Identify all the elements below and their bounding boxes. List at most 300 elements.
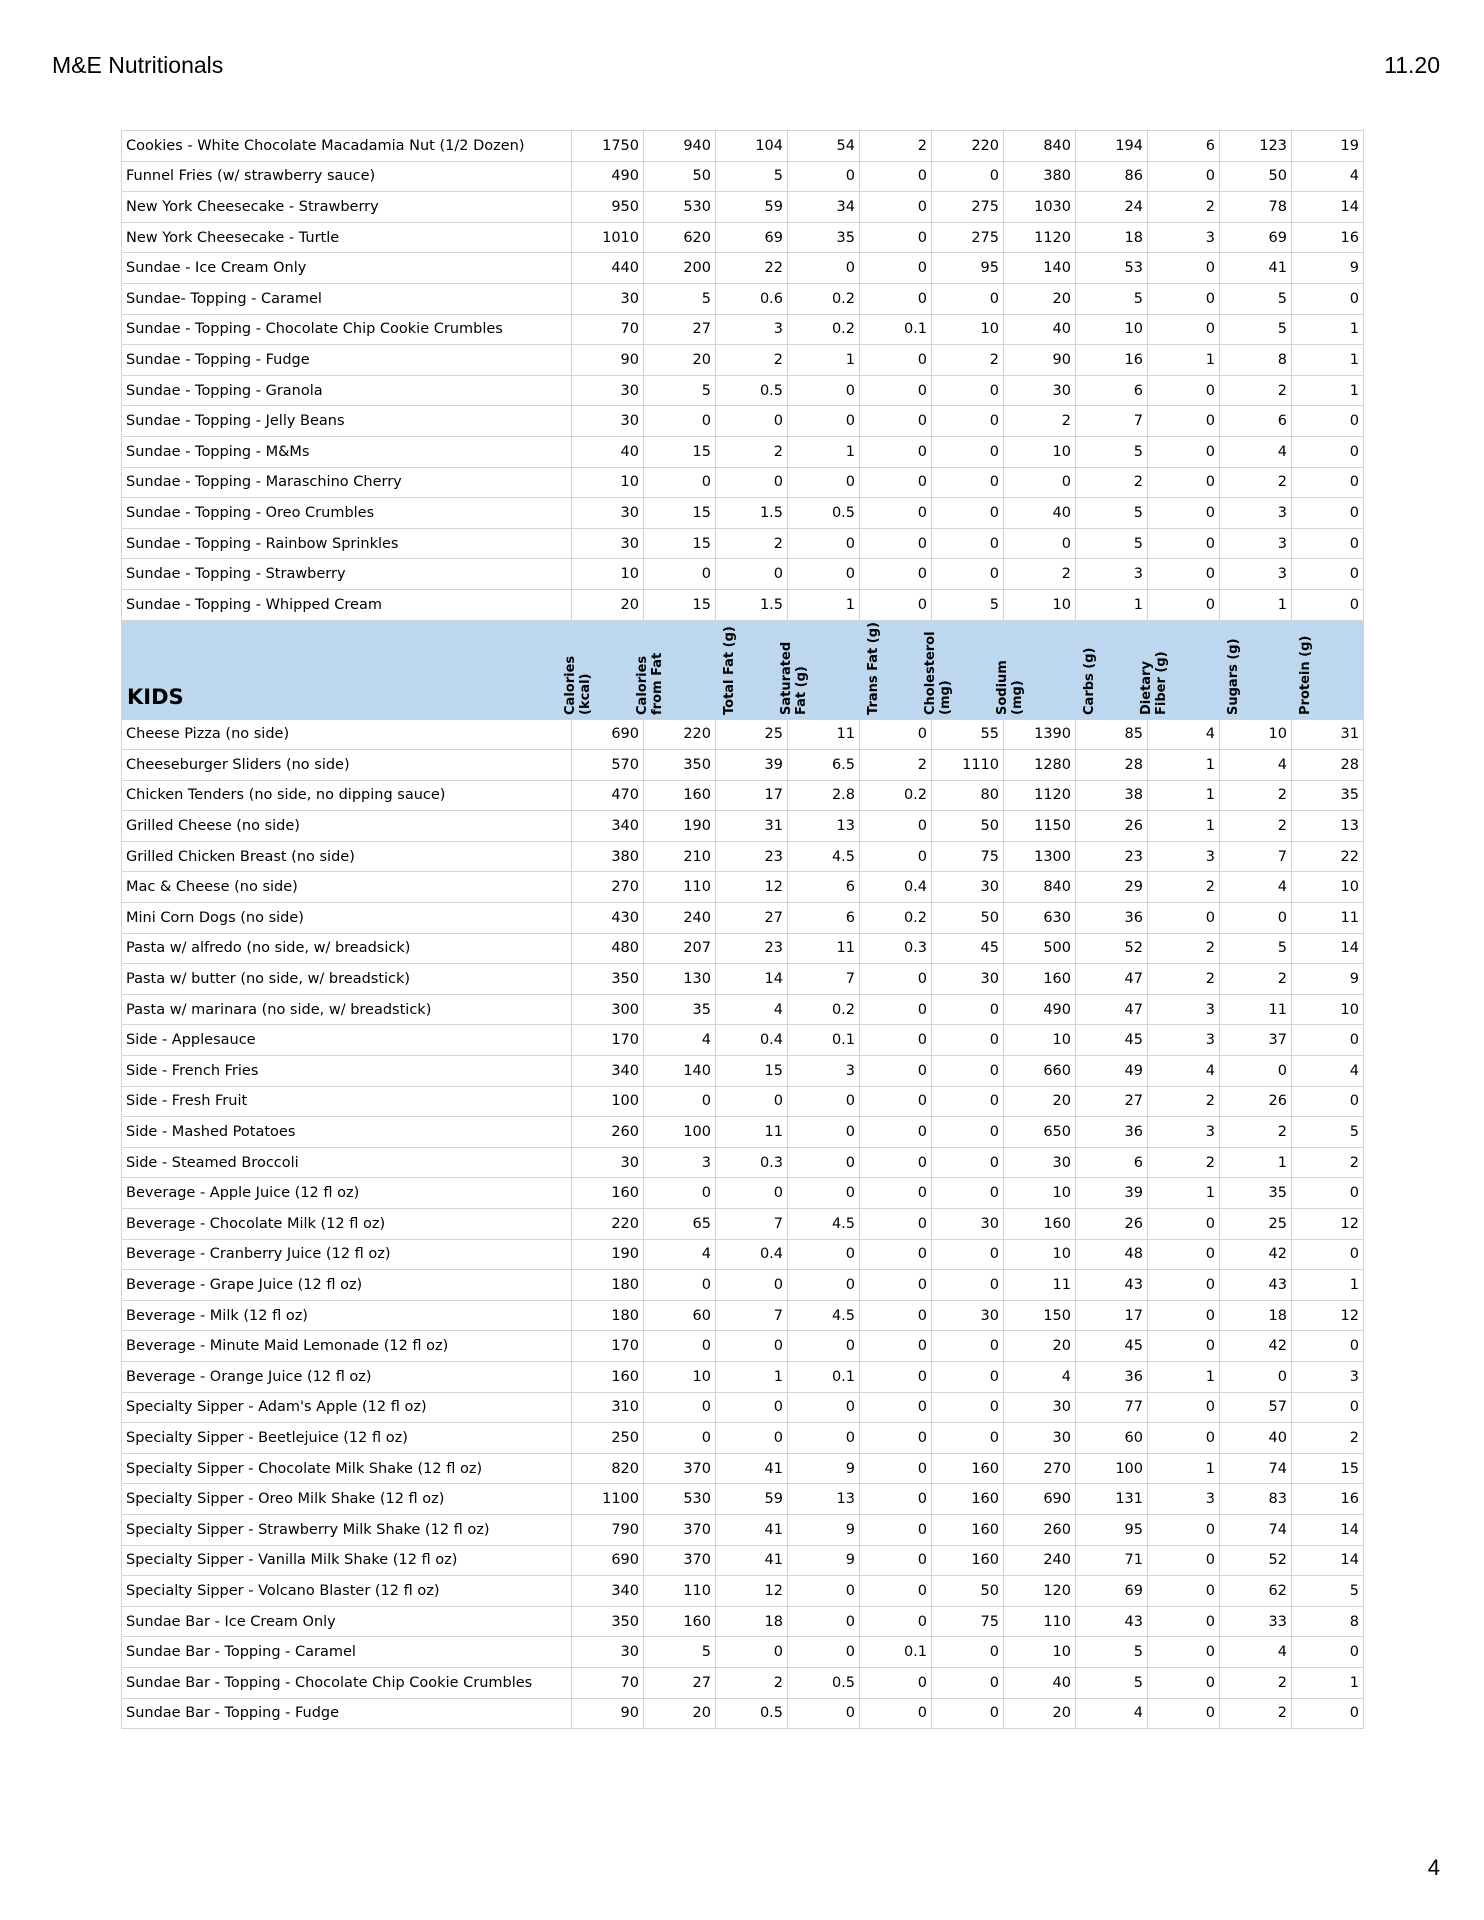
nutrient-value: 0: [788, 1423, 860, 1454]
nutrient-value: 39: [716, 750, 788, 781]
nutrient-value: 1100: [572, 1484, 644, 1515]
nutrient-value: 1: [1292, 1667, 1364, 1698]
nutrient-value: 2: [1148, 964, 1220, 995]
nutrient-value: 370: [644, 1453, 716, 1484]
nutrient-value: 0: [860, 1056, 932, 1087]
nutrient-value: 310: [572, 1392, 644, 1423]
nutrient-value: 0: [1148, 436, 1220, 467]
nutrient-value: 10: [1292, 872, 1364, 903]
nutrient-value: 30: [932, 1300, 1004, 1331]
nutrient-value: 4: [1076, 1698, 1148, 1729]
table-row: [122, 1698, 1364, 1729]
nutrient-value: 0.1: [860, 314, 932, 345]
column-header-label: Saturated Fat (g): [779, 641, 809, 715]
table-row: [122, 1392, 1364, 1423]
nutrient-value: 45: [1076, 1331, 1148, 1362]
nutrient-value: 0.5: [788, 1667, 860, 1698]
item-name: Side - Steamed Broccoli: [122, 1147, 572, 1178]
nutrient-value: 140: [644, 1056, 716, 1087]
nutrient-value: 0: [860, 1209, 932, 1240]
nutrient-value: 9: [788, 1545, 860, 1576]
nutrient-value: 0: [1292, 406, 1364, 437]
nutrient-value: 23: [716, 841, 788, 872]
nutrient-value: 11: [1292, 903, 1364, 934]
item-name: Side - Mashed Potatoes: [122, 1117, 572, 1148]
nutrient-value: 0.1: [788, 1025, 860, 1056]
nutrient-value: 160: [932, 1545, 1004, 1576]
nutrient-value: 0: [860, 994, 932, 1025]
nutrient-value: 0.2: [860, 780, 932, 811]
nutrient-value: 0: [860, 811, 932, 842]
nutrient-value: 1: [1148, 1453, 1220, 1484]
nutrient-value: 0: [1148, 498, 1220, 529]
table-row: [122, 498, 1364, 529]
nutrient-value: 2: [1220, 1698, 1292, 1729]
item-name: Sundae - Topping - Rainbow Sprinkles: [122, 528, 572, 559]
nutrient-value: 3: [1148, 841, 1220, 872]
nutrient-value: 0.5: [788, 498, 860, 529]
nutrient-value: 5: [1076, 436, 1148, 467]
item-name: Chicken Tenders (no side, no dipping sauce): [122, 780, 572, 811]
column-header: [923, 620, 1004, 719]
nutrient-value: 0: [1148, 1698, 1220, 1729]
nutrient-value: 2: [1220, 964, 1292, 995]
nutrient-value: 5: [644, 375, 716, 406]
nutrient-value: 2: [716, 436, 788, 467]
column-header-label: Total Fat (g): [722, 625, 737, 715]
nutrient-value: 17: [716, 780, 788, 811]
nutrient-value: 1: [1076, 589, 1148, 620]
nutrient-value: 60: [1076, 1423, 1148, 1454]
nutrient-value: 77: [1076, 1392, 1148, 1423]
nutrient-value: 43: [1076, 1606, 1148, 1637]
nutrient-value: 52: [1076, 933, 1148, 964]
nutrient-value: 180: [572, 1300, 644, 1331]
nutrient-value: 440: [572, 253, 644, 284]
nutrient-value: 0: [932, 1178, 1004, 1209]
nutrient-value: 380: [1004, 161, 1076, 192]
column-header: [1220, 620, 1292, 719]
nutrient-value: 275: [932, 192, 1004, 223]
nutrient-value: 0: [860, 1025, 932, 1056]
nutrient-value: 104: [716, 131, 788, 162]
nutrient-value: 4: [1004, 1361, 1076, 1392]
document-date: 11.20: [1384, 52, 1440, 78]
nutrient-value: 0: [644, 406, 716, 437]
nutrient-value: 270: [572, 872, 644, 903]
nutrient-value: 11: [788, 933, 860, 964]
table-row: [122, 903, 1364, 934]
item-name: Beverage - Milk (12 fl oz): [122, 1300, 572, 1331]
nutrient-value: 0: [1148, 314, 1220, 345]
nutrient-value: 0: [1292, 1698, 1364, 1729]
nutrient-value: 0: [860, 1239, 932, 1270]
nutrient-value: 3: [788, 1056, 860, 1087]
nutrient-value: 0: [932, 1270, 1004, 1301]
nutrient-value: 14: [1292, 192, 1364, 223]
nutrient-value: 41: [716, 1514, 788, 1545]
nutrient-value: 0: [860, 1392, 932, 1423]
nutrient-value: 2: [1148, 933, 1220, 964]
nutrient-value: 370: [644, 1514, 716, 1545]
nutrient-value: 1120: [1004, 222, 1076, 253]
nutrient-value: 260: [1004, 1514, 1076, 1545]
nutrient-value: 83: [1220, 1484, 1292, 1515]
nutrient-value: 0: [932, 161, 1004, 192]
nutrient-value: 10: [1004, 1178, 1076, 1209]
nutrient-value: 12: [716, 872, 788, 903]
column-header: [635, 620, 716, 719]
nutrient-value: 23: [1076, 841, 1148, 872]
nutrient-value: 0: [716, 467, 788, 498]
nutrient-value: 41: [716, 1453, 788, 1484]
nutrient-value: 2: [1076, 467, 1148, 498]
item-name: Sundae - Topping - Strawberry: [122, 559, 572, 590]
nutrient-value: 0: [1292, 1086, 1364, 1117]
nutrient-value: 2: [932, 345, 1004, 376]
nutrient-value: 4: [644, 1025, 716, 1056]
nutrient-value: 30: [572, 1637, 644, 1668]
nutrient-value: 0: [1148, 1576, 1220, 1607]
nutrient-value: 0: [1292, 1025, 1364, 1056]
nutrient-value: 10: [1004, 436, 1076, 467]
nutrient-value: 0: [1148, 1331, 1220, 1362]
nutrient-value: 4: [644, 1239, 716, 1270]
nutrient-value: 69: [1220, 222, 1292, 253]
table-row: [122, 1331, 1364, 1362]
nutrient-value: 36: [1076, 1117, 1148, 1148]
nutrient-value: 1: [788, 345, 860, 376]
nutrient-value: 380: [572, 841, 644, 872]
nutrient-value: 220: [644, 719, 716, 750]
nutrient-value: 0: [932, 1086, 1004, 1117]
nutrient-value: 30: [932, 872, 1004, 903]
nutrient-value: 27: [716, 903, 788, 934]
table-row: [122, 1056, 1364, 1087]
nutrient-value: 0: [860, 1484, 932, 1515]
nutrient-value: 0: [860, 1361, 932, 1392]
nutrient-value: 0.2: [860, 903, 932, 934]
nutrient-value: 840: [1004, 131, 1076, 162]
nutrient-value: 0: [860, 1178, 932, 1209]
nutrient-value: 1: [1292, 375, 1364, 406]
nutrient-value: 350: [572, 964, 644, 995]
table-row: [122, 1300, 1364, 1331]
item-name: Beverage - Grape Juice (12 fl oz): [122, 1270, 572, 1301]
nutrient-value: 10: [572, 559, 644, 590]
nutrient-value: 5: [1220, 933, 1292, 964]
nutrient-value: 12: [1292, 1209, 1364, 1240]
nutrient-value: 7: [1076, 406, 1148, 437]
nutrient-value: 140: [1004, 253, 1076, 284]
nutrient-value: 9: [788, 1453, 860, 1484]
nutrient-value: 27: [1076, 1086, 1148, 1117]
nutrient-value: 620: [644, 222, 716, 253]
nutrient-value: 5: [1076, 1637, 1148, 1668]
table-row: [122, 1606, 1364, 1637]
nutrient-value: 27: [644, 314, 716, 345]
nutrient-value: 2: [1220, 467, 1292, 498]
nutrient-value: 19: [1292, 131, 1364, 162]
nutrient-value: 490: [1004, 994, 1076, 1025]
nutrient-value: 210: [644, 841, 716, 872]
nutrient-value: 43: [1220, 1270, 1292, 1301]
nutrient-value: 0: [860, 1667, 932, 1698]
nutrient-value: 90: [1004, 345, 1076, 376]
nutrient-value: 13: [1292, 811, 1364, 842]
nutrient-value: 70: [572, 1667, 644, 1698]
nutrient-value: 26: [1076, 1209, 1148, 1240]
nutrient-value: 0: [788, 467, 860, 498]
table-row: [122, 719, 1364, 750]
nutrient-value: 15: [644, 528, 716, 559]
nutrient-value: 0: [788, 1637, 860, 1668]
section-header-row: [122, 620, 1364, 719]
nutrient-value: 0: [1220, 1056, 1292, 1087]
table-row: [122, 1239, 1364, 1270]
nutrient-value: 0: [860, 1545, 932, 1576]
nutrient-value: 5: [1292, 1576, 1364, 1607]
nutrient-value: 17: [1076, 1300, 1148, 1331]
nutrient-value: 36: [1076, 1361, 1148, 1392]
nutrient-value: 350: [644, 750, 716, 781]
nutrient-value: 0: [860, 192, 932, 223]
nutrient-value: 3: [1148, 1117, 1220, 1148]
column-header: [860, 620, 932, 719]
nutrient-value: 0: [1292, 498, 1364, 529]
column-header: [1292, 620, 1364, 719]
nutrient-value: 2: [860, 750, 932, 781]
nutrient-value: 11: [1220, 994, 1292, 1025]
nutrient-value: 0: [1004, 528, 1076, 559]
nutrient-value: 30: [1004, 1392, 1076, 1423]
nutrient-value: 50: [644, 161, 716, 192]
nutrient-value: 23: [716, 933, 788, 964]
nutrient-value: 1: [1148, 750, 1220, 781]
nutrient-value: 0: [1148, 1545, 1220, 1576]
item-name: Grilled Cheese (no side): [122, 811, 572, 842]
nutrient-value: 95: [1076, 1514, 1148, 1545]
column-header-label: Protein (g): [1298, 635, 1313, 715]
nutrient-value: 0: [1292, 1392, 1364, 1423]
nutrient-value: 340: [572, 811, 644, 842]
nutrient-value: 0: [1292, 1331, 1364, 1362]
item-name: Grilled Chicken Breast (no side): [122, 841, 572, 872]
table-row: [122, 436, 1364, 467]
nutrient-value: 2.8: [788, 780, 860, 811]
nutrient-value: 260: [572, 1117, 644, 1148]
table-row: [122, 192, 1364, 223]
nutrient-value: 3: [1220, 559, 1292, 590]
nutrient-value: 4: [1220, 1637, 1292, 1668]
nutrient-value: 2: [1220, 375, 1292, 406]
table-row: [122, 1147, 1364, 1178]
nutrient-value: 1: [1220, 589, 1292, 620]
nutrient-value: 18: [1076, 222, 1148, 253]
item-name: Mini Corn Dogs (no side): [122, 903, 572, 934]
nutrient-value: 74: [1220, 1514, 1292, 1545]
nutrient-value: 350: [572, 1606, 644, 1637]
nutrient-value: 10: [1004, 589, 1076, 620]
nutrient-value: 0: [788, 1117, 860, 1148]
nutrient-value: 30: [1004, 375, 1076, 406]
table-row: [122, 994, 1364, 1025]
nutrient-value: 42: [1220, 1239, 1292, 1270]
nutrient-value: 30: [572, 528, 644, 559]
nutrient-value: 0.3: [716, 1147, 788, 1178]
nutrient-value: 0: [1148, 1514, 1220, 1545]
nutrient-value: 690: [572, 719, 644, 750]
item-name: Cheeseburger Sliders (no side): [122, 750, 572, 781]
nutrient-value: 130: [644, 964, 716, 995]
nutrient-value: 110: [644, 1576, 716, 1607]
nutrient-value: 0: [932, 1423, 1004, 1454]
item-name: Sundae Bar - Topping - Fudge: [122, 1698, 572, 1729]
nutrient-value: 300: [572, 994, 644, 1025]
item-name: Beverage - Chocolate Milk (12 fl oz): [122, 1209, 572, 1240]
nutrient-value: 220: [572, 1209, 644, 1240]
nutrient-value: 1: [1292, 345, 1364, 376]
nutrient-value: 660: [1004, 1056, 1076, 1087]
item-name: Sundae - Topping - M&Ms: [122, 436, 572, 467]
table-row: [122, 811, 1364, 842]
nutrient-value: 940: [644, 131, 716, 162]
nutrient-value: 20: [1004, 1331, 1076, 1362]
nutrient-value: 1: [1148, 1178, 1220, 1209]
item-name: Sundae - Ice Cream Only: [122, 253, 572, 284]
nutrient-value: 2: [1220, 1117, 1292, 1148]
item-name: Pasta w/ butter (no side, w/ breadstick): [122, 964, 572, 995]
nutrient-value: 4: [1292, 161, 1364, 192]
nutrient-value: 2: [1004, 406, 1076, 437]
nutrient-value: 0.5: [716, 1698, 788, 1729]
column-header: [779, 620, 860, 719]
nutrient-value: 0: [860, 436, 932, 467]
nutrient-value: 190: [572, 1239, 644, 1270]
table-row: [122, 1484, 1364, 1515]
nutrient-value: 530: [644, 192, 716, 223]
nutrient-value: 30: [932, 1209, 1004, 1240]
nutrient-value: 0: [788, 161, 860, 192]
nutrient-value: 20: [1004, 283, 1076, 314]
nutrient-value: 30: [932, 964, 1004, 995]
item-name: Sundae Bar - Ice Cream Only: [122, 1606, 572, 1637]
table-row: [122, 841, 1364, 872]
nutrient-value: 0: [860, 345, 932, 376]
item-name: Specialty Sipper - Oreo Milk Shake (12 fl oz): [122, 1484, 572, 1515]
nutrient-value: 0: [860, 1698, 932, 1729]
nutrient-value: 50: [932, 811, 1004, 842]
nutrient-value: 160: [932, 1484, 1004, 1515]
table-row: [122, 528, 1364, 559]
nutrient-value: 1280: [1004, 750, 1076, 781]
nutrient-value: 0: [860, 1331, 932, 1362]
nutrient-value: 11: [716, 1117, 788, 1148]
item-name: Side - Applesauce: [122, 1025, 572, 1056]
nutrient-value: 0: [788, 375, 860, 406]
item-name: Beverage - Apple Juice (12 fl oz): [122, 1178, 572, 1209]
nutrient-value: 0: [932, 375, 1004, 406]
nutrient-value: 207: [644, 933, 716, 964]
nutrient-value: 0: [1292, 528, 1364, 559]
nutrient-value: 530: [644, 1484, 716, 1515]
nutrient-value: 10: [1004, 1239, 1076, 1270]
nutrient-value: 0: [932, 994, 1004, 1025]
nutrient-value: 0: [716, 1637, 788, 1668]
nutrient-value: 31: [716, 811, 788, 842]
nutrient-value: 26: [1076, 811, 1148, 842]
table-row: [122, 131, 1364, 162]
nutrient-value: 75: [932, 841, 1004, 872]
nutrient-value: 0.1: [788, 1361, 860, 1392]
nutrient-value: 0: [860, 1576, 932, 1607]
nutrient-value: 12: [1292, 1300, 1364, 1331]
nutrient-value: 0: [1292, 1637, 1364, 1668]
nutrient-value: 0: [1148, 253, 1220, 284]
nutrient-value: 0: [788, 1147, 860, 1178]
nutrient-value: 0: [1148, 467, 1220, 498]
nutrient-value: 0: [1148, 1606, 1220, 1637]
table-row: [122, 872, 1364, 903]
nutrient-value: 0: [1220, 903, 1292, 934]
nutrient-value: 0: [860, 467, 932, 498]
table-row: [122, 1667, 1364, 1698]
nutrient-value: 6: [1076, 375, 1148, 406]
nutrient-value: 0: [860, 161, 932, 192]
nutrient-value: 2: [1292, 1423, 1364, 1454]
nutrient-value: 0.2: [788, 283, 860, 314]
table-row: [122, 222, 1364, 253]
nutrient-value: 6.5: [788, 750, 860, 781]
nutrient-value: 35: [788, 222, 860, 253]
nutrient-value: 6: [788, 903, 860, 934]
nutrient-value: 0: [860, 1606, 932, 1637]
nutrient-value: 0: [788, 406, 860, 437]
nutrient-value: 0: [788, 1178, 860, 1209]
nutrient-value: 28: [1292, 750, 1364, 781]
nutrient-value: 3: [644, 1147, 716, 1178]
nutrient-value: 250: [572, 1423, 644, 1454]
nutrient-value: 22: [1292, 841, 1364, 872]
nutrient-value: 25: [1220, 1209, 1292, 1240]
nutrient-value: 0: [644, 1178, 716, 1209]
nutrient-value: 0: [716, 1270, 788, 1301]
nutrient-value: 1: [716, 1361, 788, 1392]
nutrient-value: 10: [1004, 1637, 1076, 1668]
nutrient-value: 3: [1148, 1484, 1220, 1515]
nutrient-value: 0: [932, 436, 1004, 467]
nutrient-value: 1: [1148, 345, 1220, 376]
nutrient-value: 0: [860, 719, 932, 750]
nutrient-value: 0: [1148, 1423, 1220, 1454]
nutrient-value: 1150: [1004, 811, 1076, 842]
nutrient-value: 1750: [572, 131, 644, 162]
nutrient-value: 1120: [1004, 780, 1076, 811]
column-header: [1139, 620, 1220, 719]
nutrient-value: 30: [1004, 1147, 1076, 1178]
table-row: [122, 1178, 1364, 1209]
nutrient-value: 0: [860, 589, 932, 620]
nutrient-value: 275: [932, 222, 1004, 253]
nutrient-value: 0: [644, 1270, 716, 1301]
nutrient-value: 0: [932, 467, 1004, 498]
nutrient-value: 2: [1220, 811, 1292, 842]
nutrient-value: 0: [932, 283, 1004, 314]
nutrient-value: 1: [1148, 1361, 1220, 1392]
nutrient-value: 950: [572, 192, 644, 223]
nutrient-value: 14: [716, 964, 788, 995]
column-header-label: Calories (kcal): [563, 655, 593, 715]
